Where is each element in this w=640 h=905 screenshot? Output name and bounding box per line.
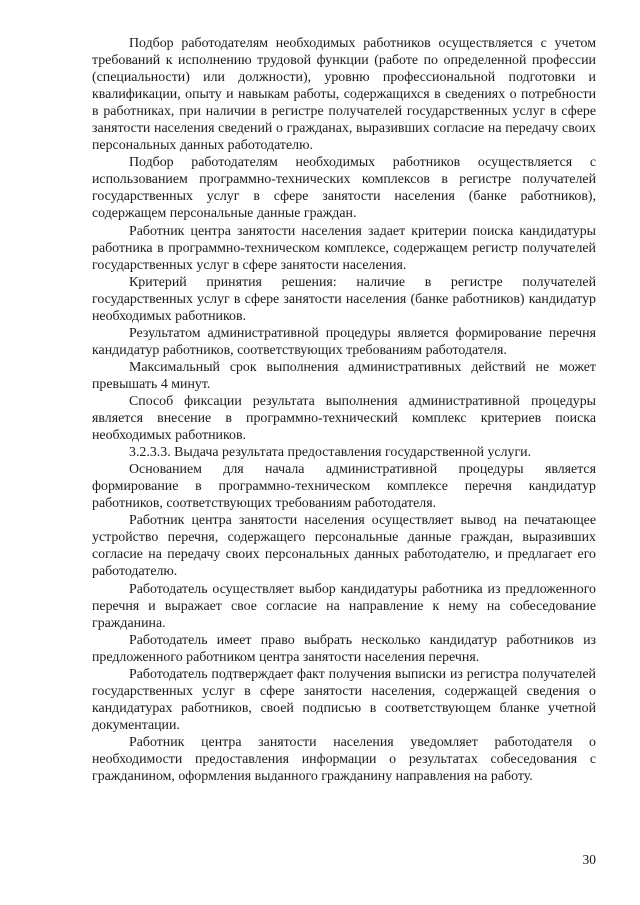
- paragraph: Работник центра занятости населения осуществляет вывод на печатающее устройство перечня, содержащего персональные данные граждан, выразивших согласие на передачу своих персональных данных работодателю, и предлагает его работодателю.: [92, 513, 596, 580]
- paragraph: Работодатель подтверждает факт получения выписки из регистра получателей государственных услуг в сфере занятости населения, содержащей сведения о кандидатурах работников, своей подписью в соответствующем бланке учетной документации.: [92, 666, 596, 733]
- paragraph: Критерий принятия решения: наличие в регистре получателей государственных услуг в сфере занятости населения (банке работников) кандидатур необходимых работников.: [92, 274, 596, 324]
- paragraph: Способ фиксации результата выполнения административной процедуры является внесение в программно-технический комплекс критериев поиска необходимых работников.: [92, 393, 596, 444]
- paragraph: Подбор работодателям необходимых работников осуществляется с использованием программно-технических комплексов в регистре получателей государственных услуг в сфере занятости населения (банке работников), содержащем персональные данные граждан.: [92, 155, 596, 222]
- section-heading: 3.2.3.3. Выдача результата предоставления государственной услуги.: [129, 445, 532, 461]
- paragraph: Подбор работодателям необходимых работников осуществляется с учетом требований к исполнению трудовой функции (работе по определенной профессии (специальности) или должности), уровню профессиональной подготовки и квалификации, опыту и навыкам работы, содержащихся в сведениях о потребности в работниках, при наличии в регистре получателей государственных услуг в сфере занятости населения сведений о гражданах, выразивших согласие на передачу своих персональных данных работодателю.: [92, 36, 596, 154]
- paragraph: Работник центра занятости населения задает критерии поиска кандидатуры работника в программно-техническом комплексе, содержащем регистр получателей государственных услуг в сфере занятости населения.: [92, 223, 596, 273]
- paragraph: Основанием для начала административной процедуры является формирование в программно-техническом комплексе перечня кандидатур работников, соответствующих требованиям работодателя.: [92, 462, 596, 512]
- paragraph: Работодатель имеет право выбрать несколько кандидатур работников из предложенного работником центра занятости населения перечня.: [92, 632, 596, 665]
- paragraph: Работодатель осуществляет выбор кандидатуры работника из предложенного перечня и выражает свое согласие на направление к нему на собеседование гражданина.: [92, 581, 596, 631]
- paragraph: Результатом административной процедуры является формирование перечня кандидатур работников, соответствующих требованиям работодателя.: [92, 325, 596, 358]
- page-number: 30: [582, 852, 596, 867]
- paragraph: Максимальный срок выполнения административных действий не может превышать 4 минут.: [92, 359, 596, 392]
- body-text: [92, 35, 596, 785]
- paragraph: Работник центра занятости населения уведомляет работодателя о необходимости предоставления информации о результатах собеседования с гражданином, оформления выданного гражданину направления на работу.: [92, 734, 596, 785]
